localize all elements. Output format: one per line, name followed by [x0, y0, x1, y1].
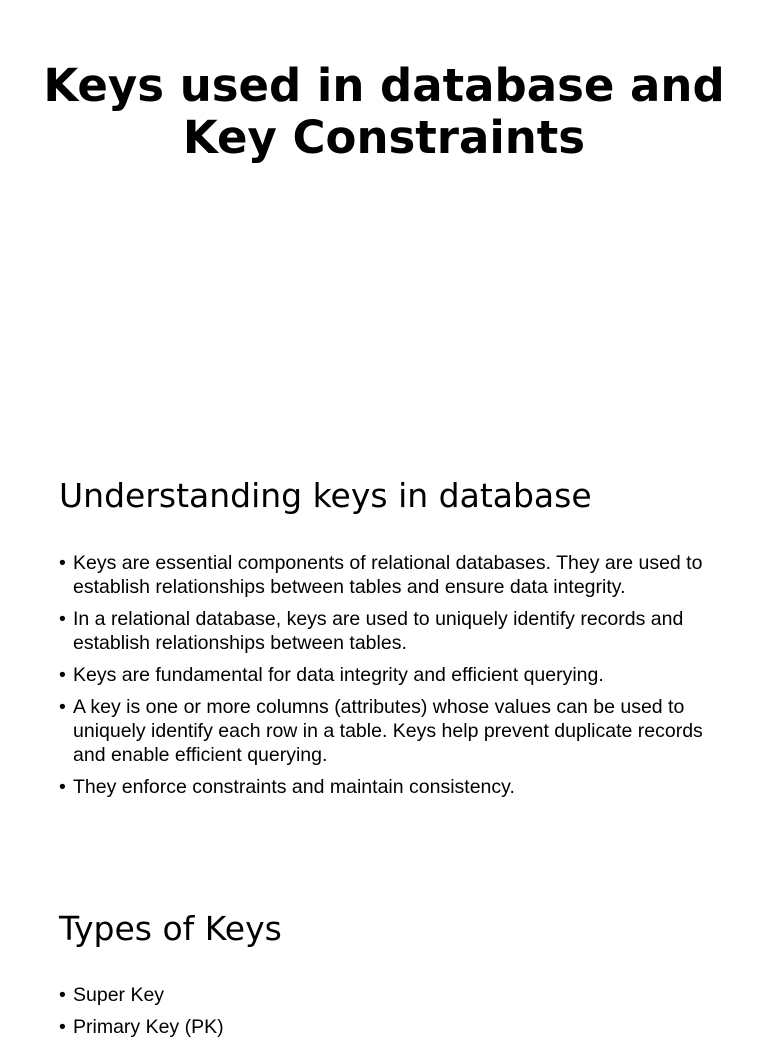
list-item [59, 551, 709, 599]
list-item [59, 695, 709, 767]
list-item-text: Primary Key (PK) [73, 1016, 224, 1038]
page-title: Keys used in database and Key Constraints [43, 59, 725, 164]
list-item [59, 775, 709, 799]
list-item-text: Keys are fundamental for data integrity and efficient querying. [73, 664, 604, 686]
bullet-icon: • [59, 984, 66, 1006]
list-item [59, 607, 709, 655]
list-item-text: In a relational database, keys are used to uniquely identify records and establish relationships between tables. [73, 608, 684, 654]
bullet-icon: • [59, 1016, 66, 1038]
bullet-icon: • [59, 776, 66, 798]
bullet-list-types-of-keys [59, 983, 709, 1047]
section-heading-understanding-keys: Understanding keys in database [59, 476, 592, 515]
list-item-text: Super Key [73, 984, 165, 1006]
bullet-icon: • [59, 552, 66, 574]
list-item-text: They enforce constraints and maintain consistency. [73, 776, 515, 798]
section-heading-types-of-keys: Types of Keys [59, 909, 282, 948]
list-item [59, 1015, 709, 1039]
list-item-text: A key is one or more columns (attributes) whose values can be used to uniquely identify each row in a table. Keys help prevent duplicate records and enable efficient querying. [73, 696, 703, 766]
bullet-icon: • [59, 608, 66, 630]
list-item-text: Keys are essential components of relational databases. They are used to establish relationships between tables and ensure data integrity. [73, 552, 703, 598]
list-item [59, 663, 709, 687]
bullet-icon: • [59, 696, 66, 718]
bullet-icon: • [59, 664, 66, 686]
list-item [59, 983, 709, 1007]
bullet-list-understanding-keys [59, 551, 709, 807]
